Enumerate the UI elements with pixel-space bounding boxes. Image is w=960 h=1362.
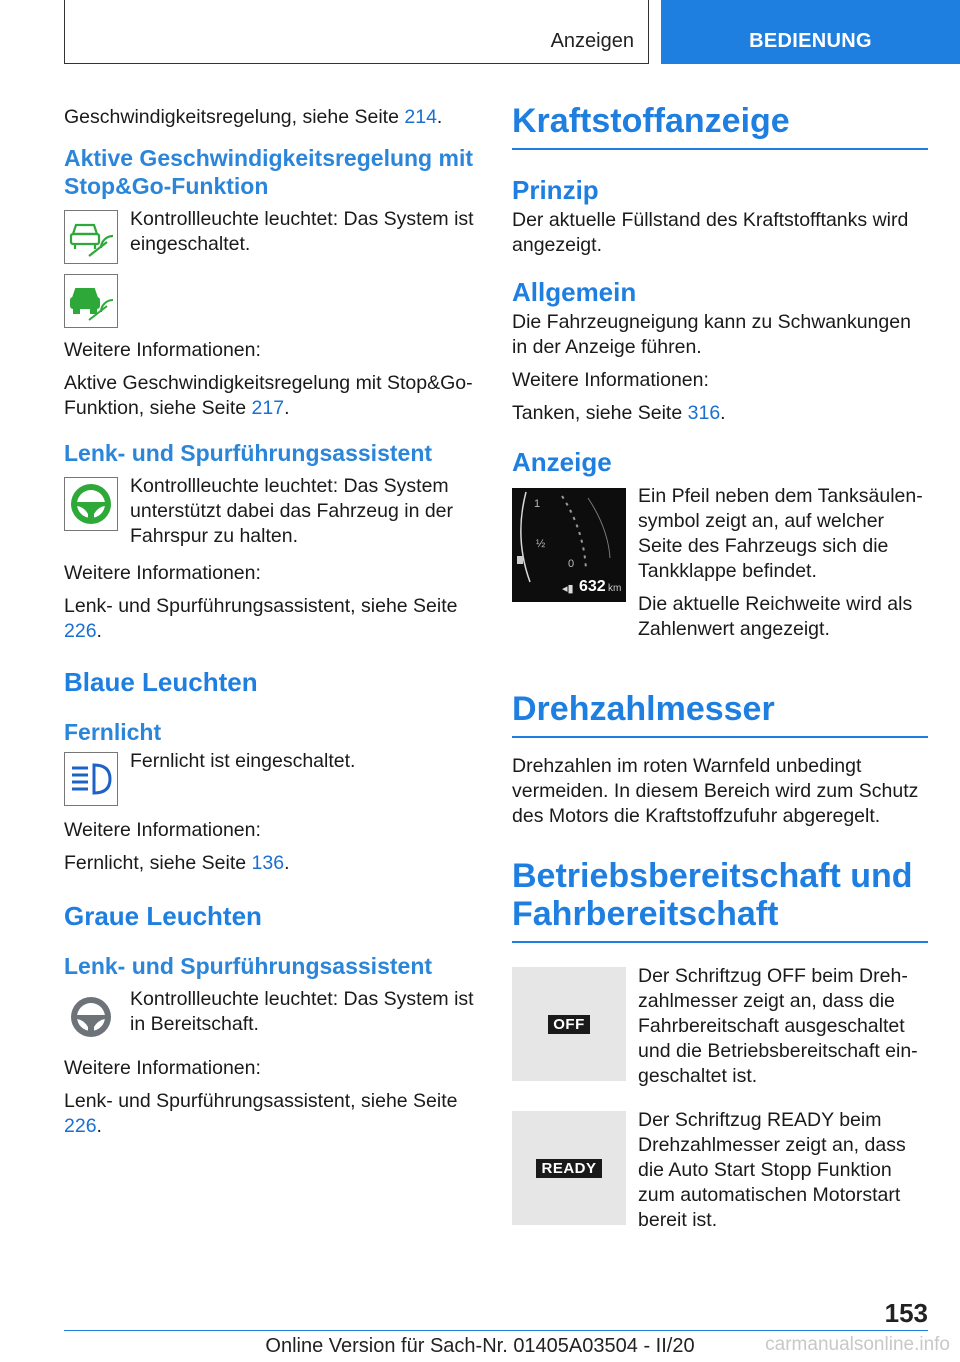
blue-lights-heading: Blaue Leuchten bbox=[64, 667, 258, 697]
off-text: Der Schriftzug OFF beim Drehzahlmesser zeigt an, dass die Fahrbereitschaft ausgeschaltet und die Betriebsbereitschaft eingeschaltet ist. bbox=[638, 965, 918, 1087]
header-chapter-tab bbox=[661, 0, 960, 64]
gauge-empty-label: 0 bbox=[568, 558, 575, 570]
ready-text: Der Schriftzug READY beim Drehzahlmesser zeigt an, dass die Auto Start Stopp Funktion zum automatischen Motorstart bereit ist. bbox=[638, 1109, 906, 1231]
tachometer-heading: Drehzahlmesser bbox=[512, 690, 928, 738]
readiness-heading: Betriebsbereitschaft und Fahrbereitschaft bbox=[512, 857, 928, 943]
steering-wheel-gray-icon bbox=[64, 990, 118, 1044]
header-chapter-title: BEDIENUNG bbox=[749, 30, 872, 52]
acc-reference: Aktive Geschwindigkeitsregelung mit Stop&Go-Funktion, siehe Seite 217. bbox=[64, 372, 473, 419]
lane2-more-label: Weitere Informationen: bbox=[64, 1057, 261, 1079]
principle-text: Der aktuelle Füllstand des Kraftstofftanks wird angezeigt. bbox=[512, 209, 909, 256]
high-beam-more-label: Weitere Informationen: bbox=[64, 819, 261, 841]
acc-filled-icon bbox=[64, 274, 118, 328]
acc-more-label: Weitere Informationen: bbox=[64, 339, 261, 361]
lane2-heading: Lenk- und Spurführungsassistent bbox=[64, 953, 433, 979]
high-beam-description: Fernlicht ist eingeschaltet. bbox=[130, 750, 356, 772]
page-link[interactable]: 226 bbox=[64, 1115, 97, 1137]
watermark: carmanualsonline.info bbox=[765, 1334, 950, 1355]
header-section-box bbox=[64, 0, 649, 64]
off-label: OFF bbox=[548, 1015, 590, 1034]
right-column bbox=[512, 102, 928, 1233]
steering-wheel-green-icon bbox=[64, 477, 118, 531]
fuel-gauge-heading: Kraftstoffanzeige bbox=[512, 102, 928, 150]
high-beam-heading: Fernlicht bbox=[64, 719, 162, 745]
acc-outline-icon bbox=[64, 210, 118, 264]
online-version-note: Online Version für Sach-Nr. 01405A03504 - II/20 bbox=[265, 1335, 695, 1357]
high-beam-icon bbox=[64, 752, 118, 806]
tachometer-text: Drehzahlen im roten Warnfeld unbedingt vermeiden. In diesem Bereich wird zum Schutz des Motors die Kraftstoffzufuhr abgeregelt. bbox=[512, 755, 919, 827]
gauge-half-label: ½ bbox=[536, 538, 546, 550]
header-section-title: Anzeigen bbox=[550, 30, 634, 52]
general-heading: Allgemein bbox=[512, 277, 637, 307]
display-heading: Anzeige bbox=[512, 447, 612, 477]
acc-heading: Aktive Geschwindigkeitsregelung mit Stop&Go-Funktion bbox=[64, 145, 473, 199]
intro-paragraph: Geschwindigkeitsregelung, siehe Seite 214. bbox=[64, 106, 443, 128]
display-text-1: Ein Pfeil neben dem Tanksäulensymbol zeigt an, auf welcher Seite des Fahrzeugs sich die Tankklappe befindet. bbox=[638, 485, 923, 582]
off-display-image bbox=[512, 967, 626, 1081]
lane-reference: Lenk- und Spurführungsassistent, siehe Seite 226. bbox=[64, 595, 458, 642]
page-link[interactable]: 226 bbox=[64, 620, 97, 642]
gauge-full-label: 1 bbox=[534, 498, 541, 510]
high-beam-reference: Fernlicht, siehe Seite 136. bbox=[64, 852, 290, 874]
gray-lights-heading: Graue Leuchten bbox=[64, 901, 262, 931]
acc-description: Kontrollleuchte leuchtet: Das System ist eingeschaltet. bbox=[130, 208, 474, 255]
gauge-range-value: 632 bbox=[579, 578, 606, 595]
ready-label: READY bbox=[536, 1159, 601, 1178]
fuel-gauge-image bbox=[512, 488, 626, 602]
page-link[interactable]: 316 bbox=[687, 402, 721, 424]
page-link[interactable]: 136 bbox=[251, 852, 285, 874]
left-column bbox=[64, 102, 478, 1139]
lane2-description: Kontrollleuchte leuchtet: Das System ist in Bereitschaft. bbox=[130, 988, 474, 1035]
footer-rule bbox=[64, 1330, 928, 1331]
fuel-pump-icon: ◂▮ bbox=[562, 583, 574, 595]
lane2-reference: Lenk- und Spurführungsassistent, siehe Seite 226. bbox=[64, 1090, 458, 1137]
lane-description: Kontrollleuchte leuchtet: Das System unterstützt dabei das Fahrzeug in der Fahrspur zu halten. bbox=[130, 475, 454, 547]
gauge-range-unit: km bbox=[608, 583, 622, 594]
display-text-2: Die aktuelle Reichweite wird als Zahlenwert angezeigt. bbox=[638, 593, 913, 640]
ready-display-image bbox=[512, 1111, 626, 1225]
general-more-label: Weitere Informationen: bbox=[512, 369, 709, 391]
lane-more-label: Weitere Informationen: bbox=[64, 562, 261, 584]
general-text: Die Fahrzeugneigung kann zu Schwankungen in der Anzeige führen. bbox=[512, 311, 911, 358]
general-reference: Tanken, siehe Seite 316. bbox=[512, 402, 726, 424]
page-number: 153 bbox=[884, 1298, 928, 1328]
page-link[interactable]: 214 bbox=[404, 106, 437, 128]
lane-heading: Lenk- und Spurführungsassistent bbox=[64, 440, 433, 466]
principle-heading: Prinzip bbox=[512, 175, 599, 205]
page-link[interactable]: 217 bbox=[251, 397, 285, 419]
